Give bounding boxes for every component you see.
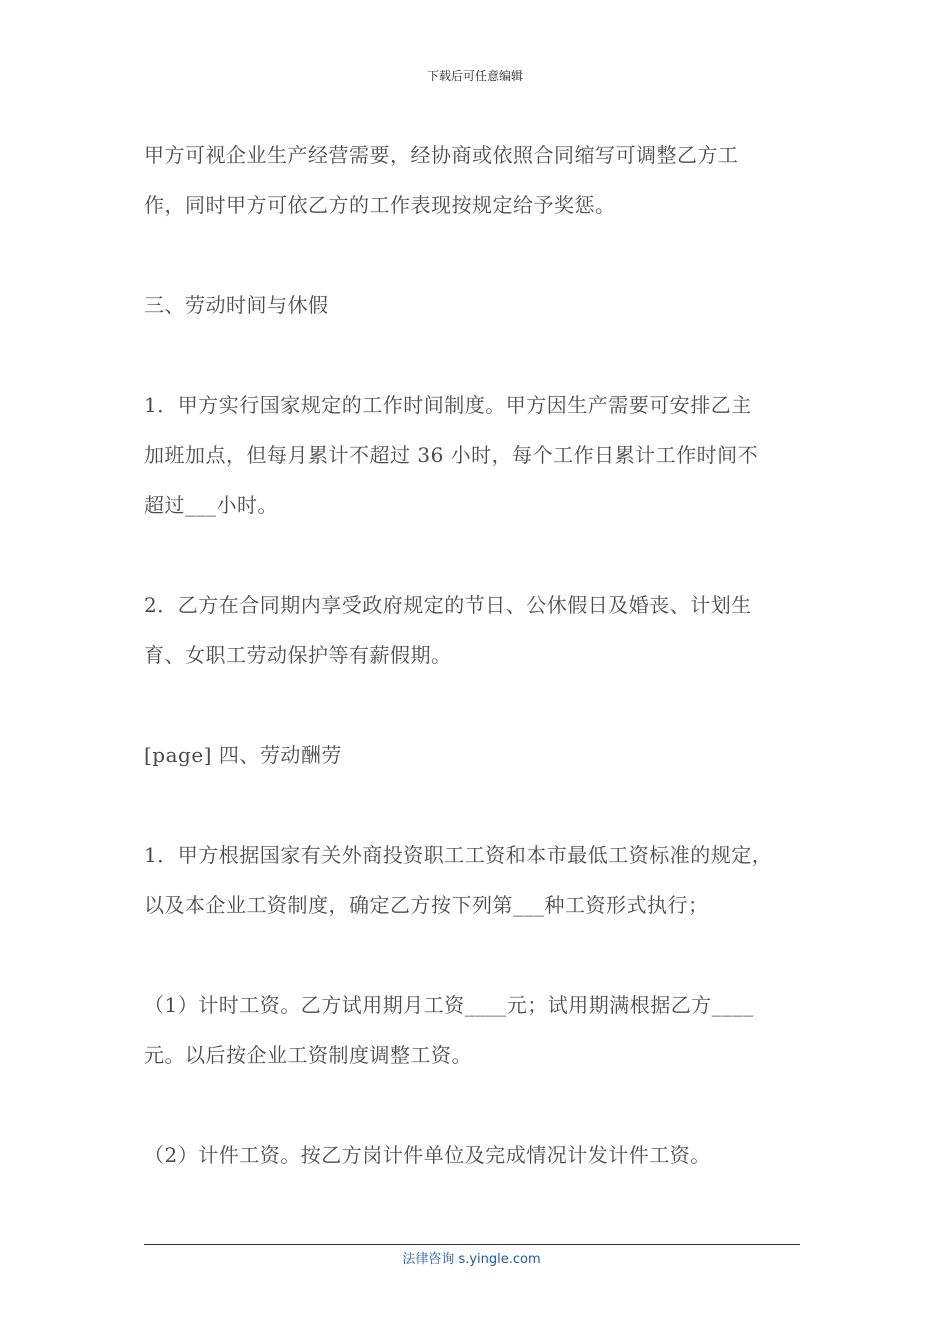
paragraph-time-wage xyxy=(144,980,809,1080)
text-line: 1．甲方实行国家规定的工作时间制度。甲方因生产需要可安排乙主 xyxy=(144,393,752,417)
text-line: 三、劳动时间与休假 xyxy=(144,293,329,317)
text-line: 1．甲方根据国家有关外商投资职工工资和本市最低工资标准的规定， xyxy=(144,843,773,867)
footer-divider xyxy=(144,1244,800,1245)
text-line: （2）计件工资。按乙方岗计件单位及完成情况计发计件工资。 xyxy=(144,1143,711,1167)
paragraph-paid-leave xyxy=(144,580,809,680)
text-line: 超过___小时。 xyxy=(144,493,278,517)
text-line: 育、女职工劳动保护等有薪假期。 xyxy=(144,643,452,667)
paragraph-piece-wage xyxy=(144,1130,809,1180)
text-line: 甲方可视企业生产经营需要，经协商或依照合同缩写可调整乙方工 xyxy=(144,143,739,167)
text-line: 作，同时甲方可依乙方的工作表现按规定给予奖惩。 xyxy=(144,193,616,217)
paragraph-wage-form xyxy=(144,830,809,930)
section-heading-working-hours xyxy=(144,280,809,330)
text-line: 以及本企业工资制度，确定乙方按下列第___种工资形式执行； xyxy=(144,893,709,917)
document-body xyxy=(144,130,809,1230)
paragraph-working-time-system xyxy=(144,380,809,530)
paragraph-adjust-work xyxy=(144,130,809,230)
page-header-note: 下载后可任意编辑 xyxy=(426,69,523,83)
footer-link[interactable]: 法律咨询 s.yingle.com xyxy=(402,1252,541,1267)
section-heading-remuneration xyxy=(144,730,809,780)
text-line: （1）计时工资。乙方试用期月工资____元；试用期满根据乙方____ xyxy=(144,993,754,1017)
text-line: 2．乙方在合同期内享受政府规定的节日、公休假日及婚丧、计划生 xyxy=(144,593,752,617)
text-line: [page] 四、劳动酬劳 xyxy=(144,743,342,767)
text-line: 加班加点，但每月累计不超过 36 小时，每个工作日累计工作时间不 xyxy=(144,443,759,467)
text-line: 元。以后按企业工资制度调整工资。 xyxy=(144,1043,472,1067)
